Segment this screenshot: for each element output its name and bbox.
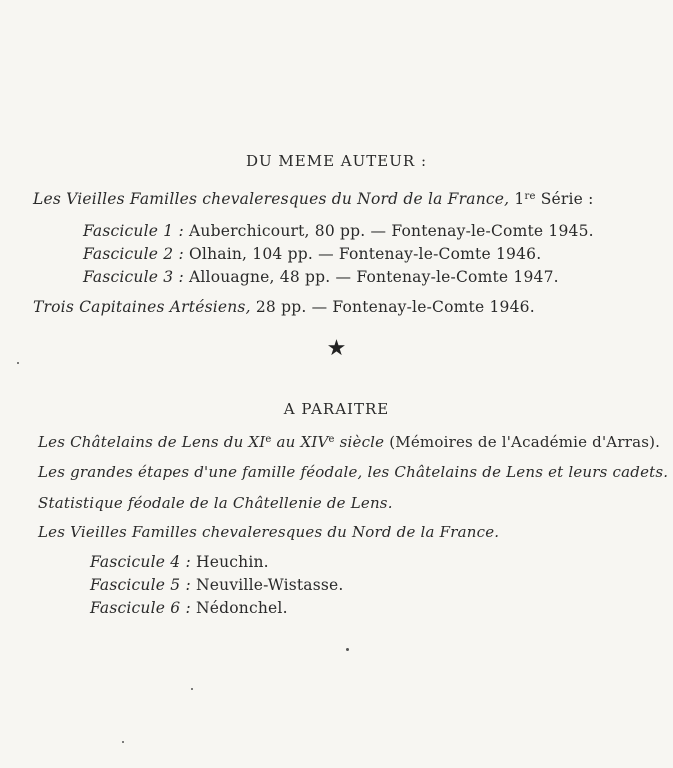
item-publisher: (Mémoires de l'Académie d'Arras).: [384, 433, 661, 451]
fascicule-entry: [83, 245, 541, 263]
series-title-line: [33, 190, 594, 208]
item-sup: e: [265, 434, 272, 445]
paper-speck: [346, 648, 349, 651]
fascicule-entry: [83, 222, 594, 240]
fascicule-text: Nédonchel.: [190, 599, 288, 617]
forthcoming-item: Statistique féodale de la Châtellenie de Lens.: [38, 494, 393, 512]
fascicule-label: Fascicule 3 :: [83, 268, 184, 286]
item-title-part: Les Châtelains de Lens du XI: [38, 433, 266, 451]
fascicule-label: Fascicule 4 :: [90, 553, 191, 571]
star-icon: ★: [326, 336, 347, 361]
forthcoming-item: Les Vieilles Familles chevaleresques du Nord de la France.: [38, 523, 500, 541]
item-title-part: siècle: [334, 433, 385, 451]
fascicule-label: Fascicule 2 :: [83, 245, 184, 263]
forthcoming-item: [38, 433, 660, 451]
series-number: 1: [514, 190, 525, 208]
section-heading-forthcoming: A PARAITRE: [283, 400, 390, 418]
section-heading-author: DU MEME AUTEUR :: [245, 152, 427, 170]
series-title: Les Vieilles Familles chevaleresques du Nord de la France,: [33, 190, 510, 208]
fascicule-label: Fascicule 6 :: [90, 599, 191, 617]
fascicule-text: Allouagne, 48 pp. — Fontenay-le-Comte 1947.: [183, 268, 559, 286]
forthcoming-item: Les grandes étapes d'une famille féodale, les Châtelains de Lens et leurs cadets.: [38, 463, 669, 481]
trois-capitaines-entry: [33, 298, 535, 316]
fascicule-text: Auberchicourt, 80 pp. — Fontenay-le-Comte 1945.: [183, 222, 594, 240]
series-number-suffix: re: [524, 191, 536, 202]
fascicule-label: Fascicule 5 :: [90, 576, 191, 594]
fascicule-label: Fascicule 1 :: [83, 222, 184, 240]
fascicule-entry: [90, 576, 344, 594]
trois-details: 28 pp. — Fontenay-le-Comte 1946.: [250, 298, 535, 316]
fascicule-entry: [83, 268, 559, 286]
paper-speck: [122, 741, 124, 743]
series-label: Série :: [535, 190, 594, 208]
fascicule-text: Heuchin.: [190, 553, 269, 571]
fascicule-text: Olhain, 104 pp. — Fontenay-le-Comte 1946.: [183, 245, 542, 263]
paper-speck: [17, 362, 19, 364]
fascicule-entry: [90, 553, 269, 571]
paper-speck: [191, 688, 193, 690]
trois-title: Trois Capitaines Artésiens,: [33, 298, 251, 316]
fascicule-entry: [90, 599, 288, 617]
item-title-part: au XIV: [271, 433, 329, 451]
item-sup: e: [328, 434, 335, 445]
fascicule-text: Neuville-Wistasse.: [190, 576, 344, 594]
